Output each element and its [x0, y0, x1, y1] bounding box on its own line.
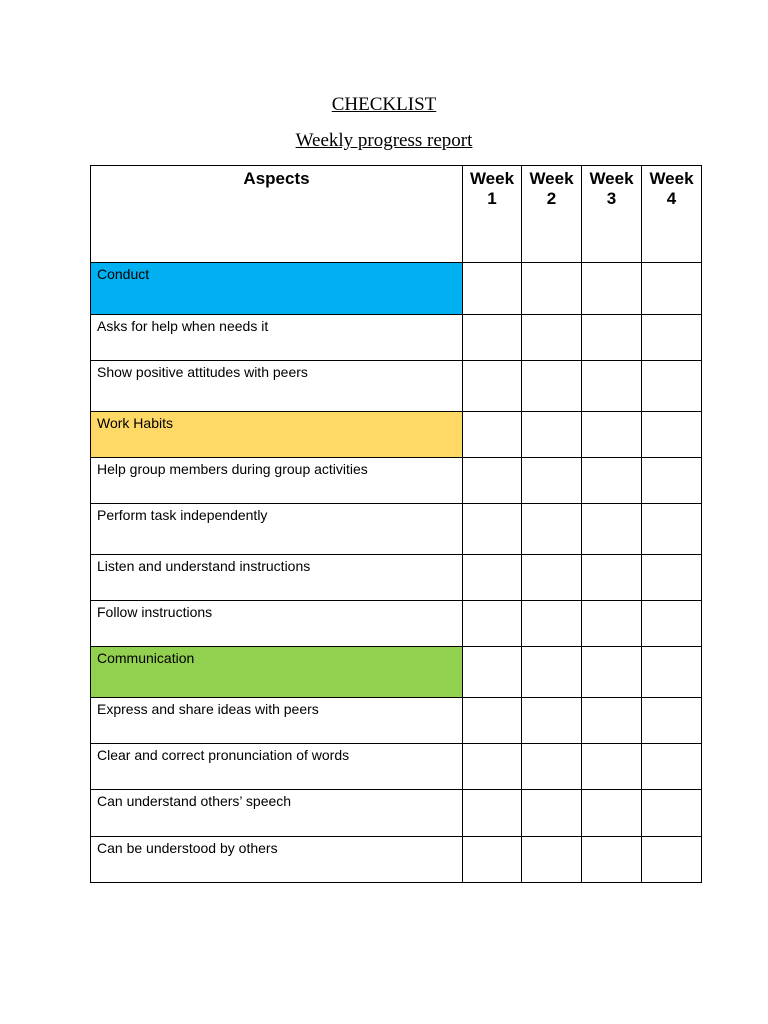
week-2-cell[interactable] — [522, 647, 582, 698]
week-2-cell[interactable] — [522, 412, 582, 458]
week-1-cell[interactable] — [463, 504, 522, 555]
week-3-cell[interactable] — [582, 790, 642, 837]
week-1-cell[interactable] — [463, 315, 522, 361]
week-3-cell[interactable] — [582, 744, 642, 790]
category-row — [91, 647, 702, 698]
table-row — [91, 744, 702, 790]
week-2-cell[interactable] — [522, 790, 582, 837]
week-3-cell[interactable] — [582, 504, 642, 555]
aspect-label: Follow instructions — [91, 601, 463, 647]
aspect-label: Clear and correct pronunciation of words — [91, 744, 463, 790]
header-week-4 — [642, 166, 702, 263]
week-3-cell[interactable] — [582, 458, 642, 504]
aspect-label: Listen and understand instructions — [91, 555, 463, 601]
header-week-3 — [582, 166, 642, 263]
week-4-cell[interactable] — [642, 315, 702, 361]
table-row — [91, 361, 702, 412]
week-1-cell[interactable] — [463, 698, 522, 744]
week-3-number: 3 — [606, 189, 617, 208]
week-4-cell[interactable] — [642, 744, 702, 790]
aspect-label: Asks for help when needs it — [91, 315, 463, 361]
week-3-cell[interactable] — [582, 837, 642, 883]
week-1-cell[interactable] — [463, 412, 522, 458]
week-2-cell[interactable] — [522, 601, 582, 647]
table-row — [91, 315, 702, 361]
week-2-cell[interactable] — [522, 458, 582, 504]
week-1-cell[interactable] — [463, 744, 522, 790]
week-2-word: Week — [529, 169, 574, 188]
aspect-label: Perform task independently — [91, 504, 463, 555]
week-4-cell[interactable] — [642, 555, 702, 601]
aspect-label: Can be understood by others — [91, 837, 463, 883]
week-1-cell[interactable] — [463, 647, 522, 698]
week-2-cell[interactable] — [522, 263, 582, 315]
week-4-cell[interactable] — [642, 790, 702, 837]
week-2-cell[interactable] — [522, 837, 582, 883]
week-3-cell[interactable] — [582, 315, 642, 361]
week-1-cell[interactable] — [463, 837, 522, 883]
table-row — [91, 698, 702, 744]
checklist-table — [90, 165, 702, 883]
week-1-cell[interactable] — [463, 361, 522, 412]
aspect-label: Show positive attitudes with peers — [91, 361, 463, 412]
week-3-cell[interactable] — [582, 361, 642, 412]
table-row — [91, 504, 702, 555]
week-3-cell[interactable] — [582, 412, 642, 458]
week-4-cell[interactable] — [642, 601, 702, 647]
week-1-word: Week — [469, 169, 515, 188]
header-week-2 — [522, 166, 582, 263]
week-4-word: Week — [649, 169, 694, 188]
week-2-cell[interactable] — [522, 361, 582, 412]
aspect-label: Express and share ideas with peers — [91, 698, 463, 744]
week-1-cell[interactable] — [463, 458, 522, 504]
table-row — [91, 837, 702, 883]
page-subtitle: Weekly progress report — [295, 130, 473, 151]
table-row — [91, 601, 702, 647]
week-2-cell[interactable] — [522, 315, 582, 361]
table-row — [91, 458, 702, 504]
category-label: Communication — [91, 647, 463, 698]
week-3-cell[interactable] — [582, 601, 642, 647]
week-4-cell[interactable] — [642, 412, 702, 458]
week-4-cell[interactable] — [642, 647, 702, 698]
week-3-cell[interactable] — [582, 698, 642, 744]
week-4-cell[interactable] — [642, 263, 702, 315]
week-4-cell[interactable] — [642, 361, 702, 412]
week-2-cell[interactable] — [522, 698, 582, 744]
week-1-cell[interactable] — [463, 790, 522, 837]
week-4-cell[interactable] — [642, 458, 702, 504]
aspect-label: Can understand others’ speech — [91, 790, 463, 837]
week-2-cell[interactable] — [522, 744, 582, 790]
header-week-1 — [463, 166, 522, 263]
category-label: Conduct — [91, 263, 463, 315]
week-4-cell[interactable] — [642, 504, 702, 555]
week-1-number: 1 — [487, 189, 497, 208]
week-3-cell[interactable] — [582, 555, 642, 601]
week-3-cell[interactable] — [582, 263, 642, 315]
week-3-cell[interactable] — [582, 647, 642, 698]
week-2-cell[interactable] — [522, 504, 582, 555]
week-4-cell[interactable] — [642, 837, 702, 883]
week-1-cell[interactable] — [463, 555, 522, 601]
week-2-cell[interactable] — [522, 555, 582, 601]
category-label: Work Habits — [91, 412, 463, 458]
week-4-number: 4 — [666, 189, 677, 208]
page-title: CHECKLIST — [331, 94, 437, 115]
table-row — [91, 790, 702, 837]
header-aspects: Aspects — [91, 166, 463, 263]
category-row — [91, 412, 702, 458]
category-row — [91, 263, 702, 315]
header-row — [91, 166, 702, 263]
week-2-number: 2 — [546, 189, 557, 208]
week-4-cell[interactable] — [642, 698, 702, 744]
table-row — [91, 555, 702, 601]
week-3-word: Week — [589, 169, 634, 188]
week-1-cell[interactable] — [463, 601, 522, 647]
aspect-label: Help group members during group activities — [91, 458, 463, 504]
week-1-cell[interactable] — [463, 263, 522, 315]
